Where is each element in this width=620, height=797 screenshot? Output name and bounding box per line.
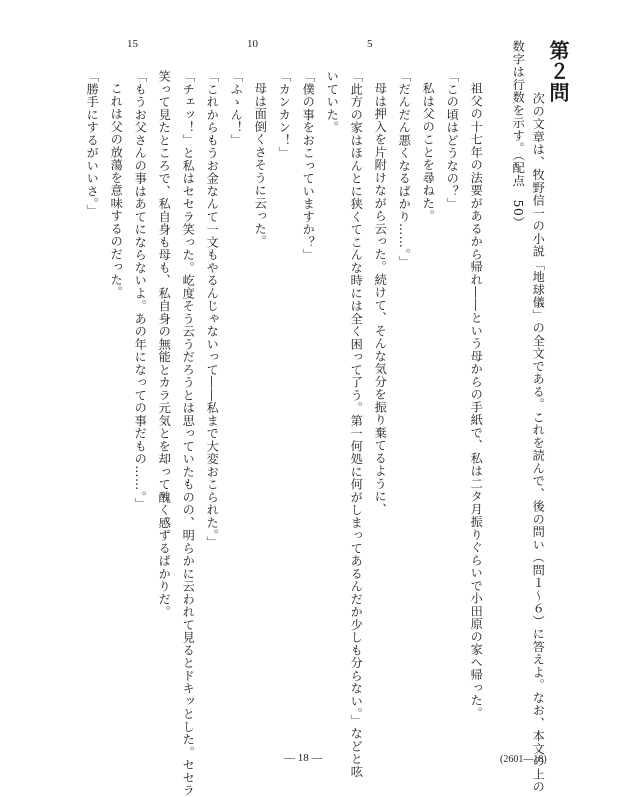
body-line-6: 「此方の家はほんとに狭くてこんな時には全く困って了う。第一何処に何がしまってあるんだか少しも分らない。」などと呟 bbox=[349, 70, 364, 778]
body-line-5: 母は押入を片附けながら云った。続けて、そんな気分を振り棄てるように、 bbox=[373, 82, 388, 516]
body-line-14: 笑って見たところで、私自身も母も、私自身の無能とカラ元気とを却って醜く感ずるばかりだ。 bbox=[157, 70, 172, 619]
body-line-11: 「ふゝん！」 bbox=[229, 70, 244, 147]
body-line-9: 「カンカン！」 bbox=[277, 70, 292, 160]
body-line-8: 「僕の事をおこっていますか？」 bbox=[301, 70, 316, 262]
body-line-15: 「もうお父さんの事はあてにならないよ。あの年になっての事だもの……。」 bbox=[133, 70, 148, 511]
instruction-line-1: 次の文章は、牧野信一の小説「地球儀」の全文である。これを読んで、後の問い（問１〜６）に答えよ。なお、本文の上の bbox=[531, 92, 546, 794]
line-number-5: 5 bbox=[367, 38, 373, 50]
body-line-1: 祖父の十七年の法要があるから帰れ――という母からの手紙で、私は二タ月振りぐらいで小田原の家へ帰った。 bbox=[469, 82, 484, 720]
body-line-10: 母は面倒くさそうに云った。 bbox=[253, 82, 268, 248]
body-line-12: 「これからもうお金なんて一文もやるんじゃないって――私まで大変おこられた。」 bbox=[205, 70, 220, 549]
body-line-4: 「だんだん悪くなるばかり……。」 bbox=[397, 70, 412, 268]
line-number-15: 15 bbox=[127, 38, 138, 50]
page-number: — 18 — bbox=[284, 752, 323, 764]
instruction-line-2: 数字は行数を示す。（配点 50） bbox=[511, 40, 526, 230]
body-line-16: これは父の放蕩を意味するのだった。 bbox=[109, 82, 124, 299]
body-line-13: 「チェッ！」と私はセセラ笑った。屹度そう云うだろうとは思っていたものの、明らかに云われて見るとドキッとした。セセラ bbox=[181, 70, 196, 797]
body-line-17: 「勝手にするがいいさ。」 bbox=[85, 70, 100, 217]
body-line-3: 私は父のことを尋ねた。 bbox=[421, 82, 436, 223]
body-line-7: いていた。 bbox=[325, 70, 340, 134]
body-line-2: 「この頃はどうなの？」 bbox=[445, 70, 460, 211]
question-label: 第２問 bbox=[546, 40, 570, 103]
line-number-10: 10 bbox=[247, 38, 258, 50]
exam-code: (2601—18) bbox=[500, 754, 547, 765]
